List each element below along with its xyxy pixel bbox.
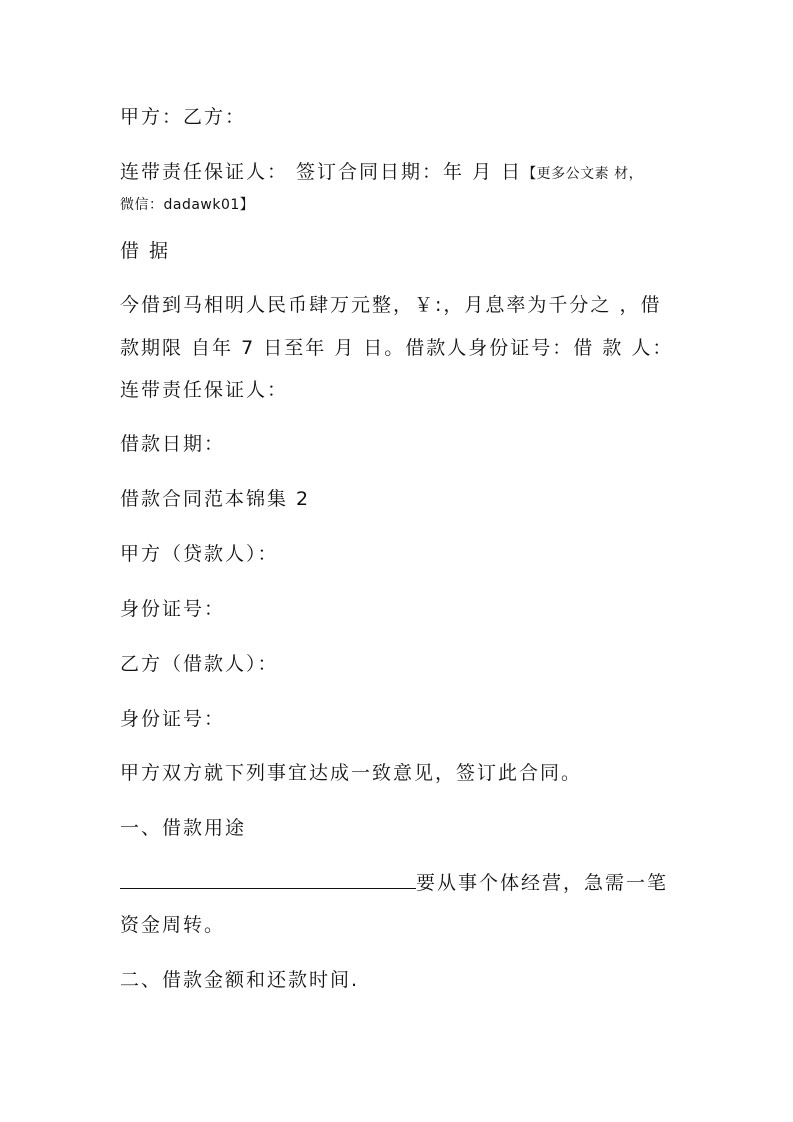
id-number-b: 身份证号： [120,708,226,730]
purpose-line-1 [120,868,675,899]
section-1-heading: 一、借款用途 [120,817,247,839]
party-a-lender: 甲方（贷款人）： [120,543,279,565]
loan-para-line-1: 今借到马相明人民币肆万元整，￥:，月息率为千分之 ，借 [120,294,662,316]
loan-date: 借款日期： [120,433,226,455]
agreement-sentence: 甲方双方就下列事宜达成一致意见，签订此合同。 [120,762,583,784]
party-b-borrower: 乙方（借款人）： [120,653,279,675]
id-number-a: 身份证号： [120,598,226,620]
purpose-line-2: 资金周转。 [120,914,226,936]
guarantor-date-text: 连带责任保证人： 签订合同日期：年 月 日 [120,161,523,183]
promo-note-contact: 微信：dadawk01】 [120,197,255,213]
loan-para-line-2: 款期限 自年 7 日至年 月 日。借款人身份证号：借 款 人： [120,337,674,359]
section-2-heading: 二、借款金额和还款时间. [120,969,360,991]
purpose-text: 要从事个体经营，急需一笔 [416,872,669,894]
collection-title: 借款合同范本锦集 2 [120,488,311,510]
fill-in-blank [120,868,416,889]
loan-para-line-3: 连带责任保证人： [120,379,289,401]
guarantor-date-line [120,157,675,190]
heading-jieju: 借 据 [120,240,171,262]
party-line: 甲方：乙方： [120,106,247,128]
promo-note: 【更多公文素 材， [522,166,644,182]
